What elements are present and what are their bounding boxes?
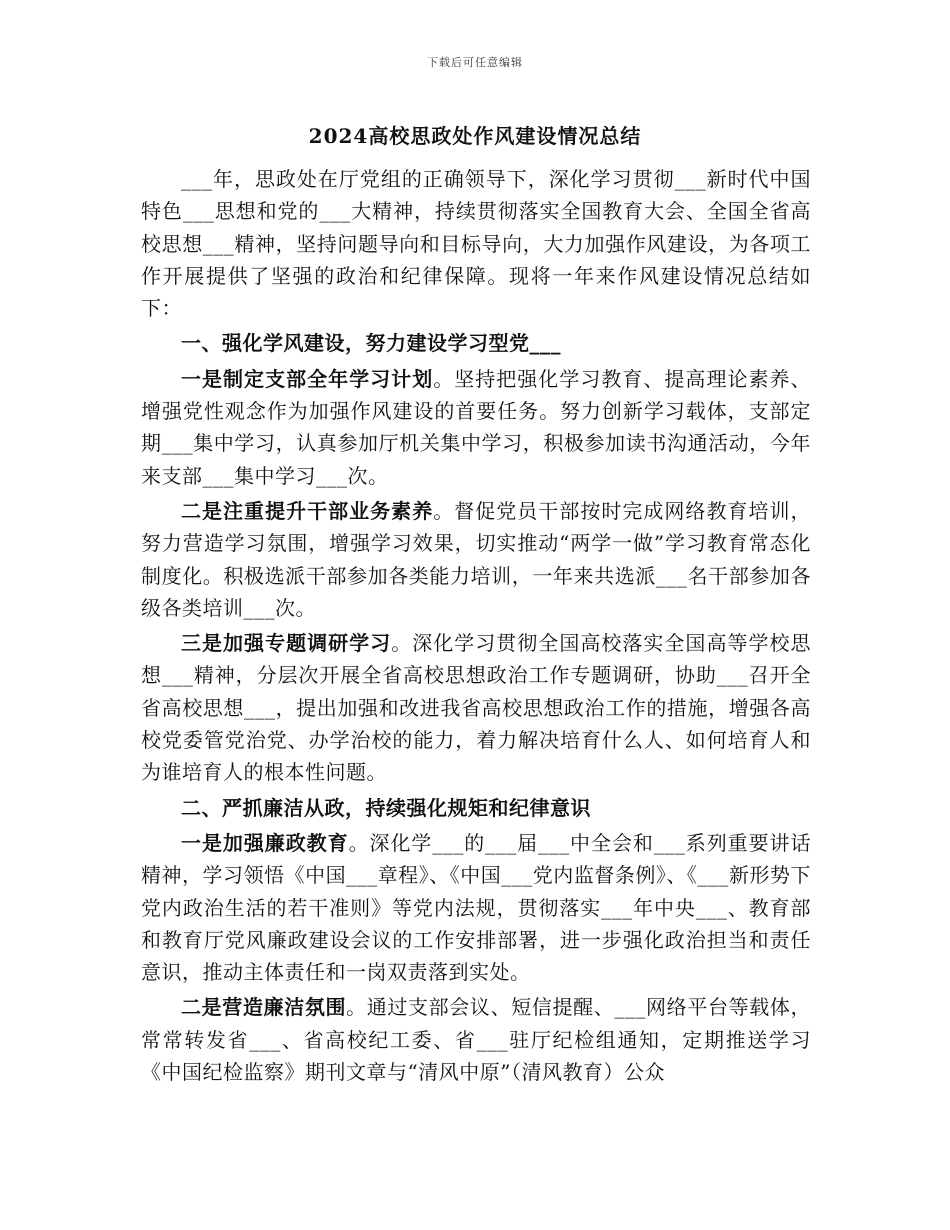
document-title: 2024高校思政处作风建设情况总结	[308, 124, 642, 148]
paragraph-text: 。通过支部会议、短信提醒、___网络平台等载体，常常转发省___、省高校纪工委、省___驻厅纪检组通知，定期推送学习《中国纪检监察》期刊文章与“清风中原”（清风教育）公众	[141, 995, 812, 1085]
paragraph-lead: 二是营造廉洁氛围	[181, 995, 347, 1020]
paragraph-lead: 三是加强专题调研学习	[181, 631, 392, 656]
paragraph-1-3	[141, 627, 811, 788]
paragraph-lead: 一是加强廉政教育	[181, 830, 349, 855]
section-heading-2: 二、严抓廉洁从政，持续强化规矩和纪律意识	[181, 795, 591, 820]
paragraph-1-2	[141, 495, 811, 624]
paragraph-1-1	[141, 363, 811, 492]
section-heading-1: 一、强化学风建设，努力建设学习型党___	[181, 331, 561, 356]
paragraph-text: 。督促党员干部按时完成网络教育培训，努力营造学习氛围，增强学习效果，切实推动“两学一做”学习教育常态化制度化。积极选派干部参加各类能力培训，一年来共选派___名干部参加各级各类培训___次。	[141, 498, 812, 620]
paragraph-text: 。坚持把强化学习教育、提高理论素养、增强党性观念作为加强作风建设的首要任务。努力创新学习载体，支部定期___集中学习，认真参加厅机关集中学习，积极参加读书沟通活动，今年来支部___集中学习___次。	[141, 366, 812, 488]
paragraph-text: 。深化学习贯彻全国高校落实全国高等学校思想___精神，分层次开展全省高校思想政治工作专题调研，协助___召开全省高校思想___，提出加强和改进我省高校思想政治工作的措施，增强各高校党委管党治党、办学治校的能力，着力解决培育什么人、如何培育人和为谁培育人的根本性问题。	[141, 631, 812, 785]
paragraph-text: ___年，思政处在厅党组的正确领导下，深化学习贯彻___新时代中国特色___思想和党的___大精神，持续贯彻落实全国教育大会、全国全省高校思想___精神，坚持问题导向和目标导向，大力加强作风建设，为各项工作开展提供了坚强的政治和纪律保障。现将一年来作风建设情况总结如下：	[141, 167, 811, 321]
header-note: 下载后可任意编辑	[427, 56, 523, 69]
paragraph-2-2	[141, 991, 811, 1088]
intro-paragraph	[141, 163, 811, 324]
paragraph-text: 。深化学___的___届___中全会和___系列重要讲话精神，学习领悟《中国___章程》、《中国___党内监督条例》、《___新形势下党内政治生活的若干准则》等党内法规，贯彻落实___年中央___、教育部和教育厅党风廉政建设会议的工作安排部署，进一步强化政治担当和责任意识，推动主体责任和一岗双责落到实处。	[141, 830, 812, 985]
paragraph-2-1	[141, 827, 811, 988]
document-body	[141, 163, 811, 1091]
paragraph-lead: 一是制定支部全年学习计划	[181, 366, 434, 391]
paragraph-lead: 二是注重提升干部业务素养	[181, 498, 434, 523]
